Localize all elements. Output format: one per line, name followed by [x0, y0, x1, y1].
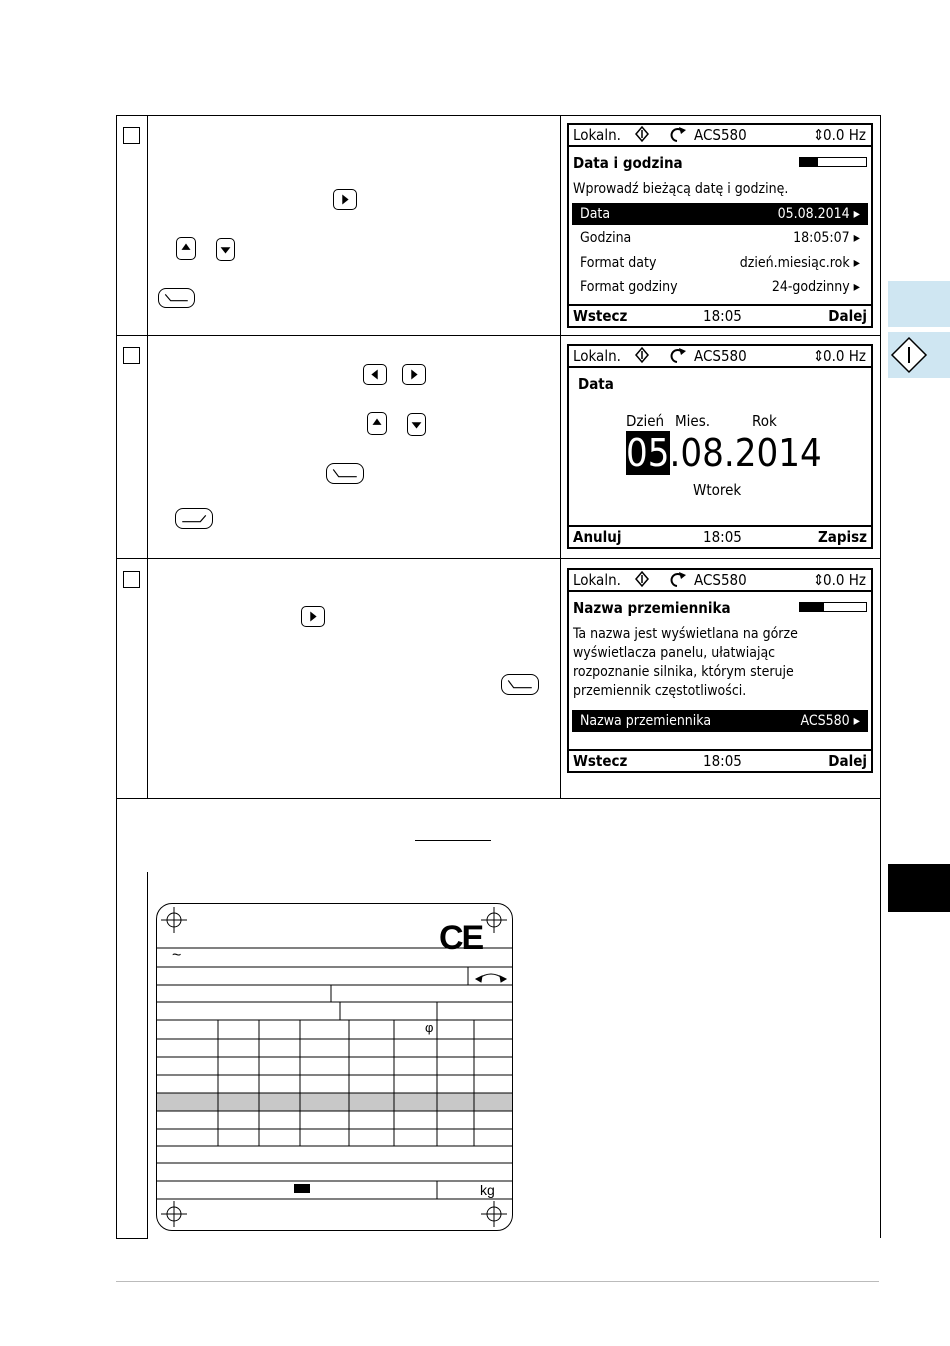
table-col-divider — [147, 115, 148, 798]
clock: 18:05 — [703, 307, 742, 325]
weekday: Wtorek — [693, 481, 742, 499]
status-bar — [569, 570, 871, 592]
left-arrow-key-icon — [363, 364, 387, 385]
table-row-divider — [116, 798, 880, 799]
softkey-right-label[interactable]: Zapisz — [817, 528, 867, 546]
year-label: Rok — [752, 412, 777, 430]
underline-mark — [415, 840, 491, 841]
table-bottom-border — [116, 1238, 148, 1239]
status-bar — [569, 346, 871, 368]
table-right-border — [880, 115, 881, 1238]
reference-value: 0.0 Hz — [823, 126, 866, 144]
menu-row-time[interactable]: Godzina 18:05:07 ▸ — [580, 230, 860, 246]
table-row-divider — [116, 335, 880, 336]
local-control-icon — [635, 346, 649, 369]
side-tab-start-icon — [888, 332, 950, 378]
drive-name: ACS580 — [694, 347, 747, 365]
panel-screen-drive-name — [567, 568, 873, 773]
month-label: Mies. — [675, 412, 711, 430]
down-arrow-key-icon — [216, 238, 235, 261]
up-down-arrow-icon: ⇕ — [813, 126, 825, 144]
drive-name: ACS580 — [694, 571, 747, 589]
reference-value: 0.0 Hz — [823, 347, 866, 365]
mounting-hole-icon — [161, 907, 187, 933]
right-arrow-key-icon — [301, 606, 325, 627]
date-value[interactable] — [626, 430, 822, 476]
menu-row-time-format[interactable]: Format godziny 24-godzinny ▸ — [580, 279, 860, 295]
control-mode: Lokaln. — [573, 571, 621, 589]
day-field-selected[interactable]: 05 — [626, 431, 670, 475]
motor-nameplate — [156, 903, 513, 1231]
month-year-field[interactable]: .08.2014 — [669, 431, 822, 475]
phi-symbol: φ — [425, 1020, 434, 1035]
rotation-direction-icon — [667, 570, 687, 593]
up-arrow-key-icon — [176, 237, 196, 260]
text-line: przemiennik częstotliwości. — [573, 683, 747, 699]
progress-bar — [799, 602, 867, 612]
text-line: wyświetlacza panelu, ułatwiając — [573, 645, 776, 661]
softkey-left-label[interactable]: Wstecz — [573, 307, 628, 325]
nameplate-margin-line — [147, 872, 148, 1238]
table-row-divider — [116, 558, 880, 559]
up-down-arrow-icon: ⇕ — [813, 571, 825, 589]
control-mode: Lokaln. — [573, 347, 621, 365]
local-control-icon — [635, 125, 649, 148]
screen-title: Nazwa przemiennika — [573, 599, 731, 617]
left-softkey-icon — [326, 463, 364, 484]
clock: 18:05 — [703, 752, 742, 770]
side-tab-black — [888, 864, 950, 912]
menu-row-date-format[interactable]: Format daty dzień.miesiąc.rok ▸ — [580, 255, 860, 271]
mounting-hole-icon — [161, 1201, 187, 1227]
mounting-hole-icon — [481, 1201, 507, 1227]
local-control-icon — [635, 570, 649, 593]
softkey-left-label[interactable]: Wstecz — [573, 752, 628, 770]
up-arrow-key-icon — [367, 412, 387, 435]
softkey-right-label[interactable]: Dalej — [828, 307, 867, 325]
right-softkey-icon — [175, 508, 213, 529]
softkey-right-label[interactable]: Dalej — [828, 752, 867, 770]
softkey-bar — [569, 304, 871, 326]
screen-intro: Wprowadź bieżącą datę i godzinę. — [573, 181, 789, 197]
status-bar — [569, 125, 871, 147]
screen-title: Data — [578, 375, 614, 393]
menu-row-date[interactable]: Data 05.08.2014 ▸ — [572, 203, 868, 225]
step-checkbox[interactable] — [123, 571, 140, 588]
panel-screen-date-time — [567, 123, 873, 328]
mounting-hole-icon — [481, 907, 507, 933]
drive-name: ACS580 — [694, 126, 747, 144]
highlighted-row — [156, 1093, 512, 1111]
reference-value: 0.0 Hz — [823, 571, 866, 589]
text-line: Ta nazwa jest wyświetlana na górze — [573, 626, 798, 642]
left-softkey-icon — [158, 288, 195, 308]
rotation-direction-icon — [667, 346, 687, 369]
up-down-arrow-icon: ⇕ — [813, 347, 825, 365]
down-arrow-key-icon — [407, 413, 426, 436]
ce-mark: CE — [439, 919, 483, 957]
step-checkbox[interactable] — [123, 347, 140, 364]
day-label: Dzień — [626, 412, 665, 430]
panel-screen-date-edit — [567, 344, 873, 549]
left-softkey-icon — [501, 674, 539, 695]
table-top-border — [116, 115, 880, 116]
table-col-divider — [560, 115, 561, 798]
softkey-bar — [569, 749, 871, 771]
screen-title: Data i godzina — [573, 154, 683, 172]
text-line: rozpoznanie silnika, którym steruje — [573, 664, 794, 680]
softkey-left-label[interactable]: Anuluj — [573, 528, 622, 546]
rotation-direction-icon — [667, 125, 687, 148]
step-checkbox[interactable] — [123, 127, 140, 144]
clock: 18:05 — [703, 528, 742, 546]
right-arrow-key-icon — [333, 189, 357, 210]
side-tab — [888, 281, 950, 327]
footer-rule — [116, 1281, 879, 1282]
table-left-border — [116, 115, 117, 1238]
softkey-bar — [569, 525, 871, 547]
weight-unit: kg — [480, 1182, 495, 1198]
menu-row-drive-name[interactable]: Nazwa przemiennika ACS580 ▸ — [572, 710, 868, 732]
motor-icon — [294, 1184, 310, 1193]
right-arrow-key-icon — [402, 364, 426, 385]
progress-bar — [799, 157, 867, 167]
control-mode: Lokaln. — [573, 126, 621, 144]
ac-symbol: ~ — [172, 947, 182, 964]
